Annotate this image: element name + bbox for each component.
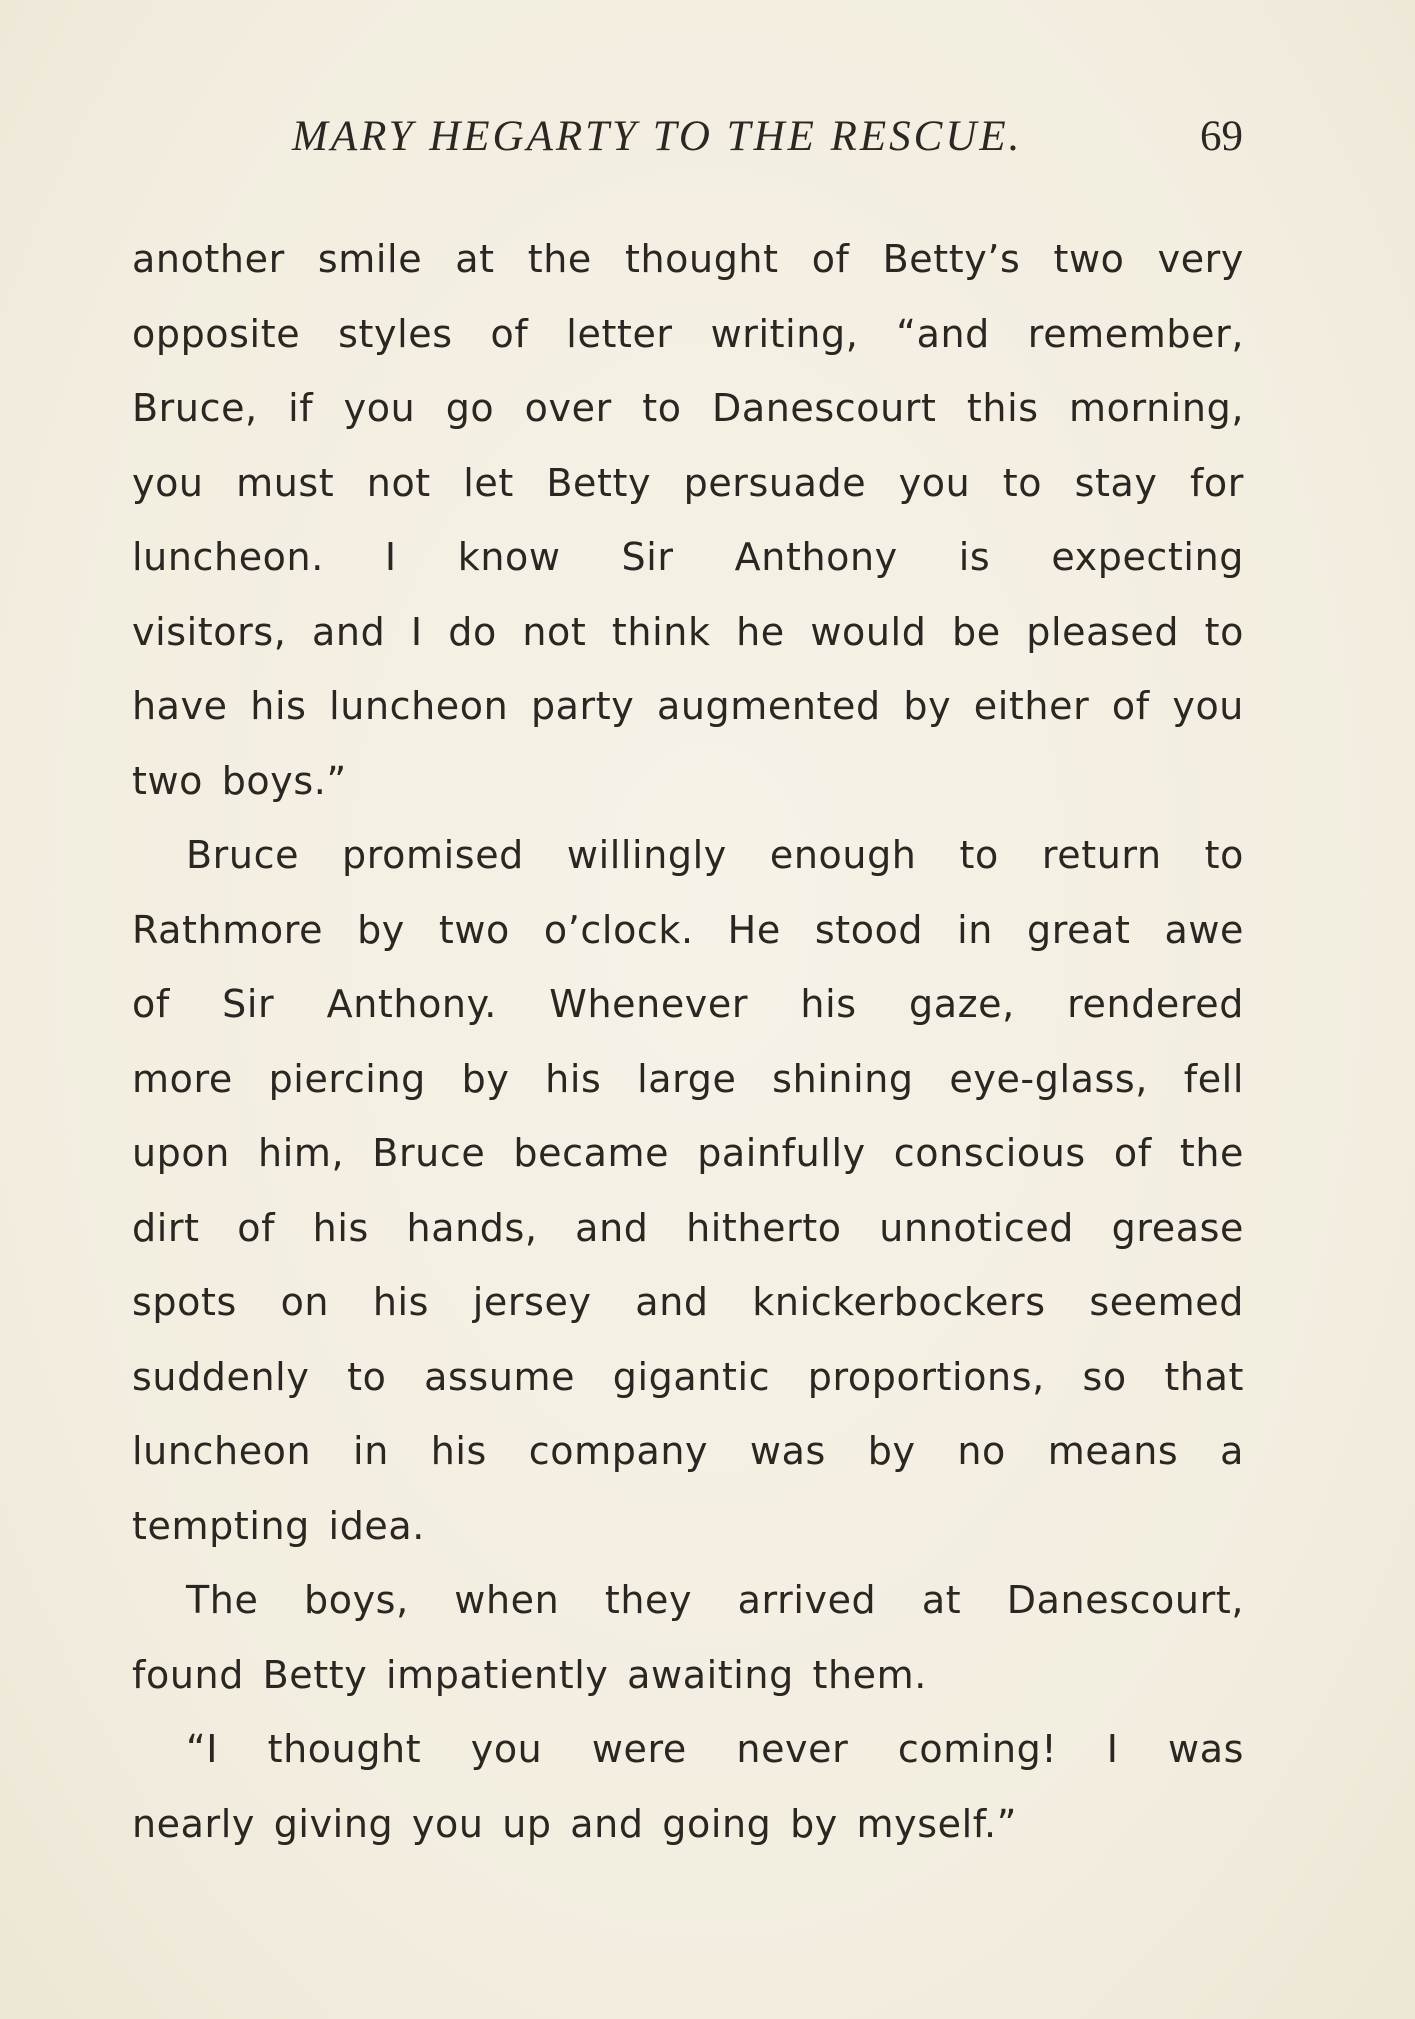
text-line: Bruce, if you go over to Danescourt this morning, [132, 386, 1244, 430]
body-text [132, 222, 1244, 1861]
text-line: Bruce promised willingly enough to return to [186, 833, 1244, 877]
text-line: dirt of his hands, and hitherto unnoticed grease [132, 1205, 1244, 1250]
text-line: nearly giving you up and going by myself.” [132, 1801, 1017, 1846]
text-line: you must not let Betty persuade you to stay for [132, 460, 1244, 505]
text-line: upon him, Bruce became painfully conscious of the [132, 1131, 1244, 1175]
page-number: 69 [1200, 113, 1243, 160]
text-line: tempting idea. [132, 1503, 425, 1548]
text-line: visitors, and I do not think he would be pleased to [132, 609, 1244, 654]
text-line: luncheon. I know Sir Anthony is expecting [132, 535, 1244, 579]
running-head [0, 112, 1415, 172]
text-line: “I thought you were never coming! I was [186, 1727, 1244, 1771]
text-line: Rathmore by two o’clock. He stood in great awe [132, 907, 1244, 952]
running-title: MARY HEGARTY TO THE RESCUE. [292, 113, 1023, 160]
text-line: opposite styles of letter writing, “and remember, [132, 311, 1244, 356]
text-line: two boys.” [132, 758, 347, 803]
text-line: luncheon in his company was by no means a [132, 1429, 1244, 1473]
text-line: have his luncheon party augmented by either of you [132, 684, 1244, 728]
text-line: The boys, when they arrived at Danescourt, [186, 1578, 1244, 1622]
text-line: another smile at the thought of Betty’s two very [132, 237, 1244, 281]
text-line: of Sir Anthony. Whenever his gaze, rendered [132, 982, 1244, 1026]
text-line: found Betty impatiently awaiting them. [132, 1652, 927, 1697]
text-line: more piercing by his large shining eye-glass, fell [132, 1056, 1244, 1101]
text-line: spots on his jersey and knickerbockers seemed [132, 1280, 1244, 1324]
text-line: suddenly to assume gigantic proportions, so that [132, 1354, 1244, 1399]
